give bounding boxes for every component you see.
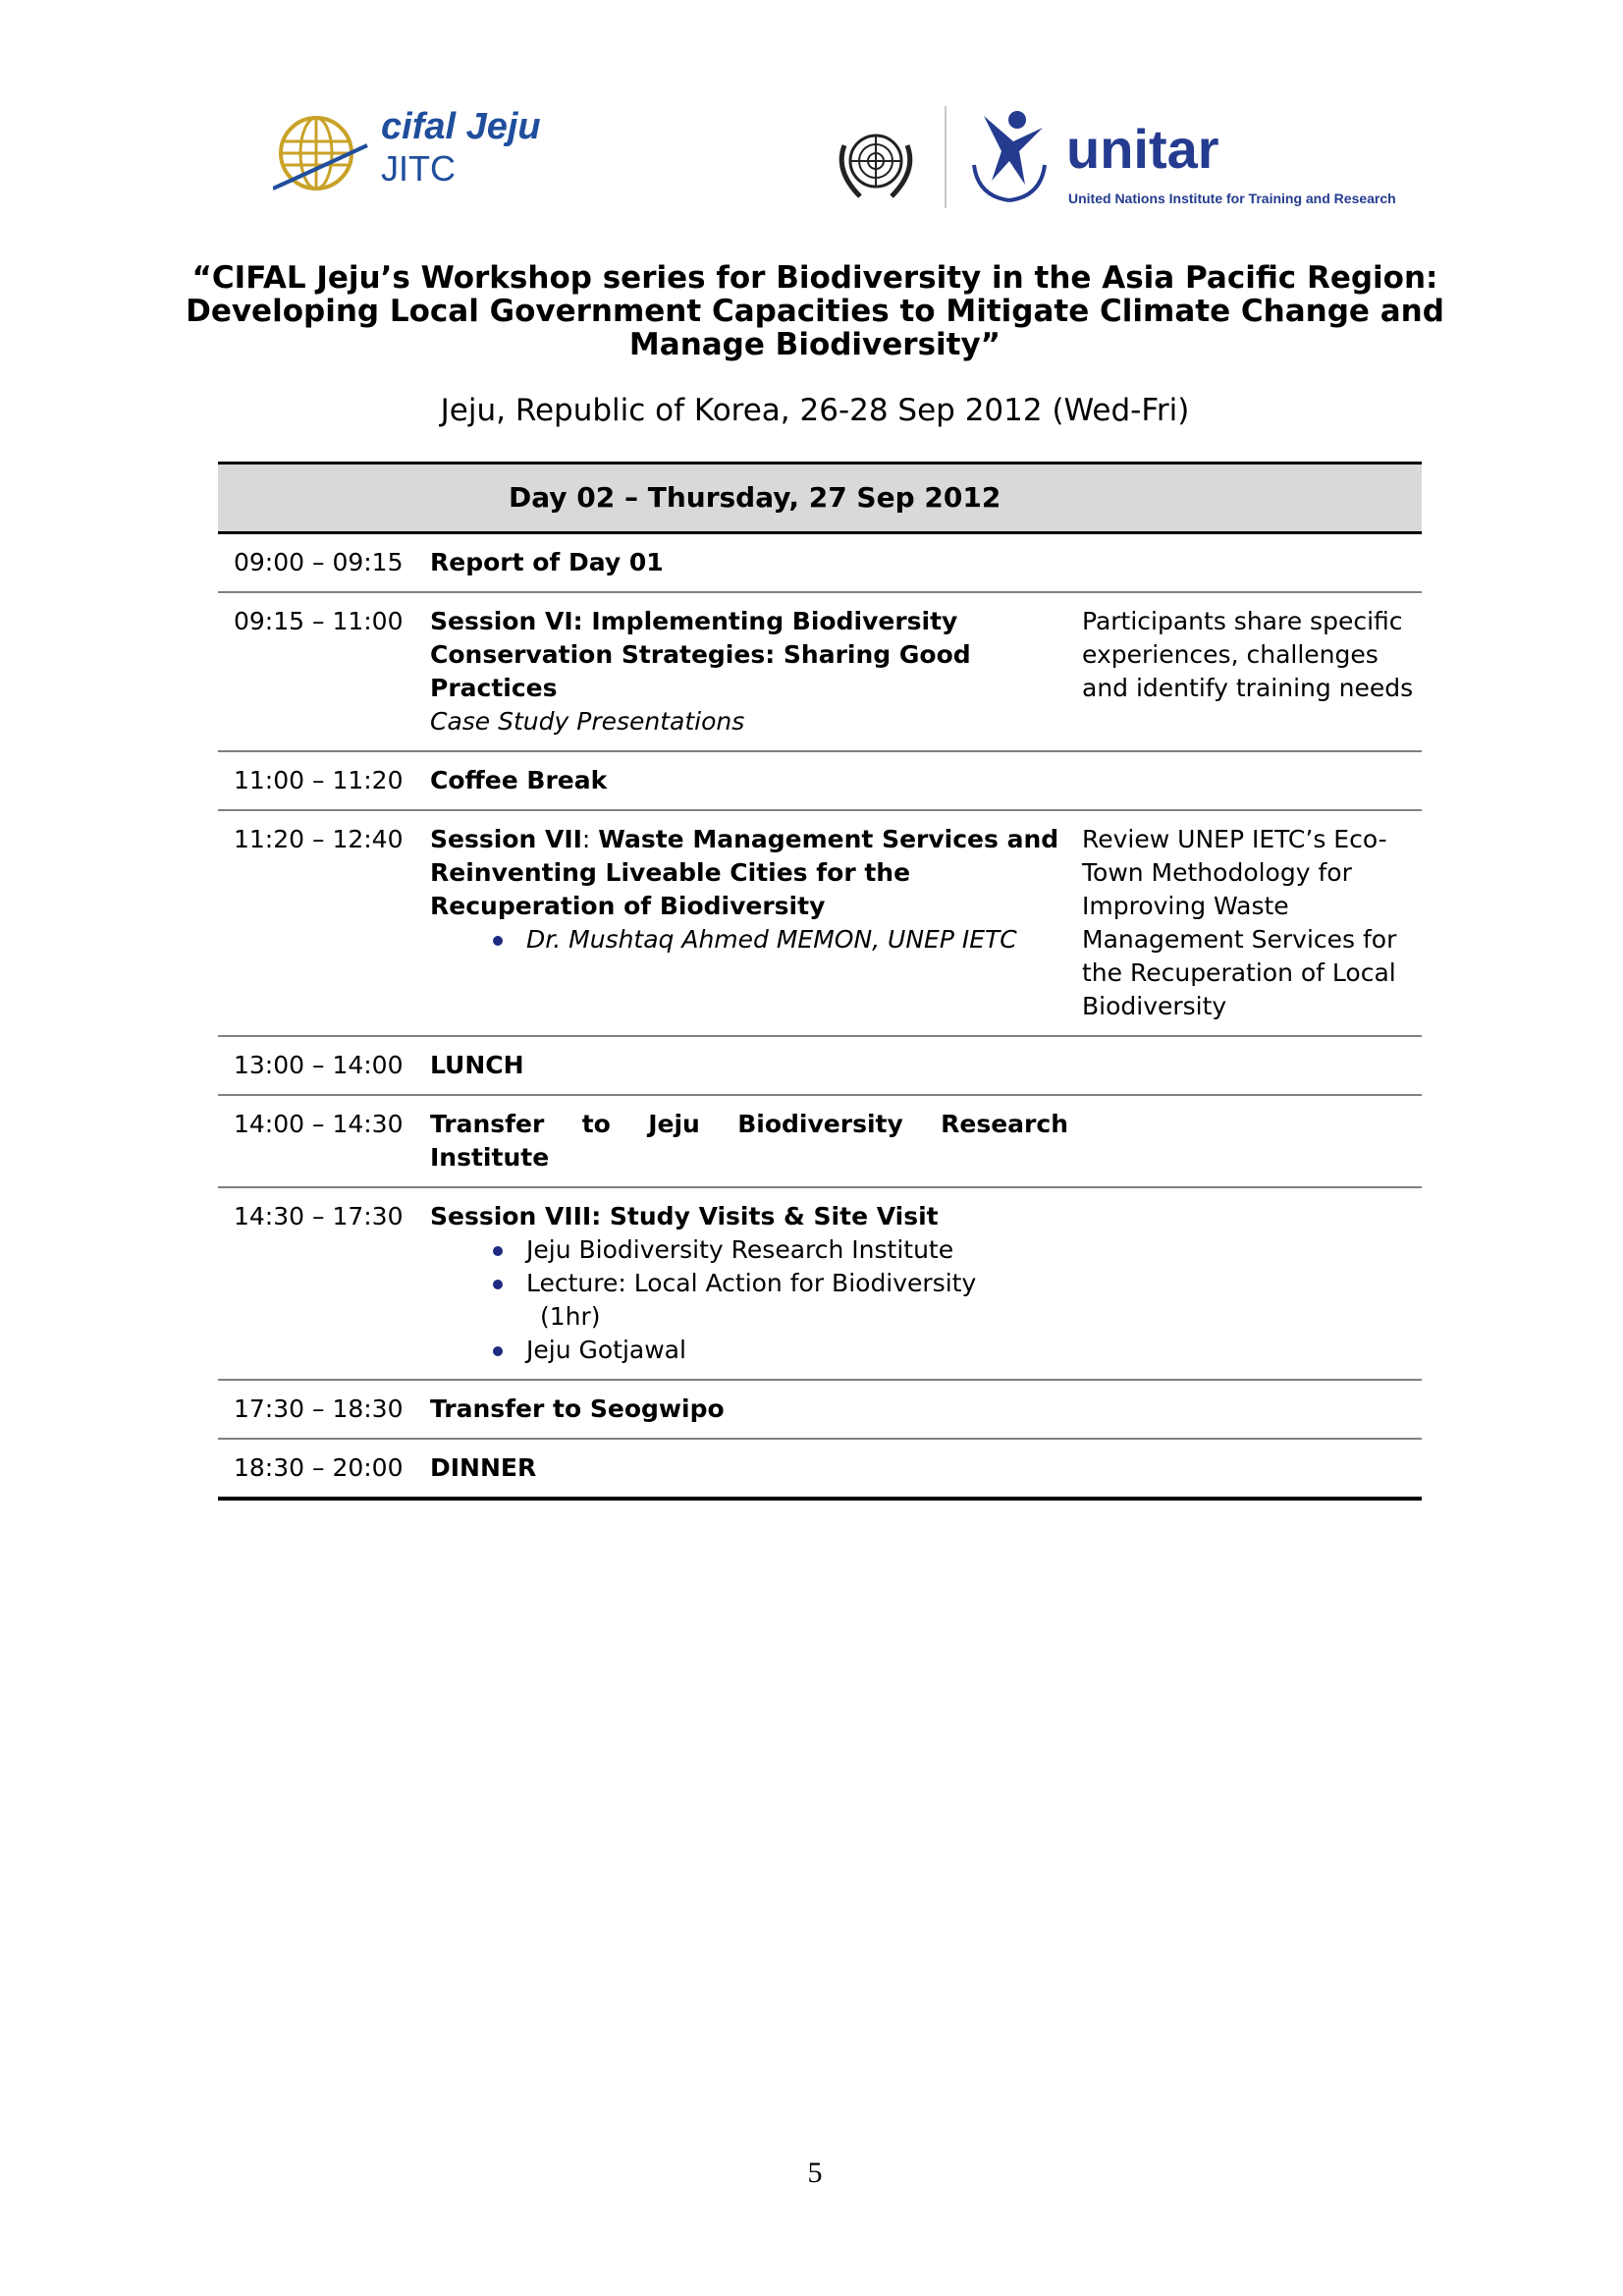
row-notes (1082, 764, 1422, 797)
list-item: Dr. Mushtaq Ahmed MEMON, UNEP IETC (430, 923, 1068, 957)
document-subtitle: Jeju, Republic of Korea, 26-28 Sep 2012 (Wed-Fri) (440, 393, 1190, 428)
row-title-part: Waste Management Services and Reinventing Liveable Cities for the Recuperation of Biodiversity (430, 825, 1059, 920)
document-title: “CIFAL Jeju’s Workshop series for Biodiversity in the Asia Pacific Region: Developing Local Government Capacities to Mitigate Climate Change and Manage Biodiversity” (186, 260, 1444, 362)
list-item: Lecture: Local Action for Biodiversity (430, 1267, 1068, 1300)
row-notes (1082, 1393, 1422, 1426)
row-notes (1082, 1108, 1422, 1175)
row-title (430, 823, 1068, 923)
cifal-name-text: cifal Jeju (381, 106, 541, 147)
row-title: DINNER (430, 1453, 537, 1482)
row-time: 13:00 – 14:00 (234, 1051, 404, 1079)
row-time: 14:30 – 17:30 (234, 1202, 404, 1230)
page-number: 5 (807, 2157, 823, 2189)
row-time: 09:00 – 09:15 (234, 548, 404, 576)
row-session (430, 1200, 1082, 1367)
row-notes (1082, 1049, 1422, 1082)
row-title: Transfer to Seogwipo (430, 1394, 725, 1423)
agenda-row (218, 811, 1422, 1037)
row-title-line: Transfer to Jeju Biodiversity Research (430, 1110, 1068, 1138)
list-item: Jeju Gotjawal (430, 1334, 1068, 1367)
row-notes (1082, 1451, 1422, 1485)
row-time: 17:30 – 18:30 (234, 1394, 404, 1423)
speaker-list (430, 923, 1068, 957)
row-notes (1082, 546, 1422, 579)
agenda-row (218, 534, 1422, 593)
row-time: 18:30 – 20:00 (234, 1453, 404, 1482)
row-time: 09:15 – 11:00 (234, 607, 404, 635)
cifal-jeju-logo (273, 102, 568, 200)
day-header: Day 02 – Thursday, 27 Sep 2012 (218, 462, 1422, 534)
row-session (430, 823, 1082, 1023)
row-session (430, 605, 1082, 738)
agenda-row (218, 1440, 1422, 1501)
row-time: 14:00 – 14:30 (234, 1110, 404, 1138)
agenda-row (218, 1096, 1422, 1188)
unitar-tagline: United Nations Institute for Training and Research (1068, 191, 1396, 206)
row-time: 11:00 – 11:20 (234, 766, 404, 794)
unitar-logo (964, 106, 1396, 216)
unitar-figure-icon (964, 106, 1053, 204)
agenda-row (218, 593, 1422, 752)
list-item: Jeju Biodiversity Research Institute (430, 1233, 1068, 1267)
row-notes: Participants share specific experiences, challenges and identify training needs (1082, 607, 1414, 702)
row-time: 11:20 – 12:40 (234, 825, 404, 853)
agenda-table (218, 462, 1422, 1501)
agenda-row (218, 752, 1422, 811)
cifal-name (381, 106, 541, 147)
row-detail: Case Study Presentations (430, 707, 745, 736)
row-session (430, 1108, 1082, 1175)
un-emblem-icon (831, 122, 921, 204)
cifal-jitc-text: JITC (381, 148, 456, 189)
logo-divider (945, 106, 947, 208)
agenda-row (218, 1381, 1422, 1440)
row-title: Session VIII: Study Visits & Site Visit (430, 1202, 939, 1230)
row-notes: Review UNEP IETC’s Eco-Town Methodology for Improving Waste Management Services for the Recuperation of Local Biodiversity (1082, 825, 1397, 1020)
unitar-name: unitar (1066, 118, 1219, 180)
row-title-line: Institute (430, 1143, 550, 1172)
visit-list (430, 1233, 1068, 1367)
row-title: Report of Day 01 (430, 548, 664, 576)
row-title-separator: : (581, 825, 599, 853)
row-title: Session VI: Implementing Biodiversity Conservation Strategies: Sharing Good Practices (430, 607, 971, 702)
list-item-continuation: (1hr) (540, 1302, 601, 1331)
row-title: Coffee Break (430, 766, 608, 794)
row-title-part: Session VII (430, 825, 582, 853)
row-title: LUNCH (430, 1051, 524, 1079)
agenda-row (218, 1188, 1422, 1381)
agenda-row (218, 1037, 1422, 1096)
row-notes (1082, 1200, 1422, 1367)
